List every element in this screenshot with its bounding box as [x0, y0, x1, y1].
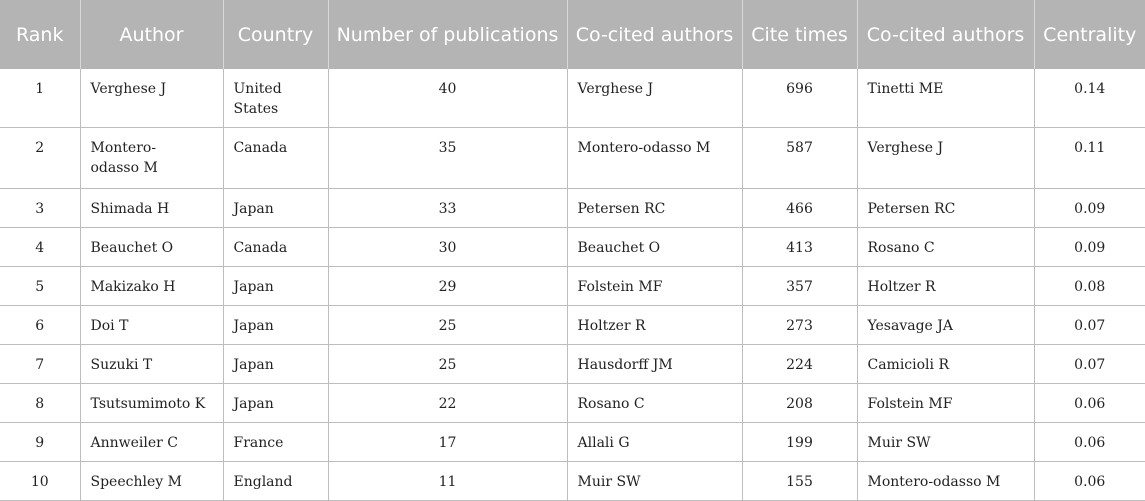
cell-country: Japan: [223, 345, 328, 384]
table-row: [0, 189, 1145, 228]
cell-author: Suzuki T: [80, 345, 223, 384]
cell-publications: 35: [328, 128, 567, 189]
table-row: [0, 423, 1145, 462]
cell-cocited-a: Holtzer R: [567, 306, 742, 345]
cell-author: Verghese J: [80, 69, 223, 128]
cell-cocited-b: Montero-odasso M: [857, 462, 1034, 501]
cell-publications: 29: [328, 267, 567, 306]
cell-rank: 2: [0, 128, 80, 189]
cell-centrality: 0.14: [1034, 69, 1145, 128]
cell-cite-times: 466: [742, 189, 857, 228]
cell-centrality: 0.07: [1034, 345, 1145, 384]
cell-country: Canada: [223, 128, 328, 189]
cell-publications: 40: [328, 69, 567, 128]
cell-author: Annweiler C: [80, 423, 223, 462]
cell-cocited-a: Allali G: [567, 423, 742, 462]
cell-centrality: 0.09: [1034, 189, 1145, 228]
header-author: Author: [80, 0, 223, 69]
cell-cite-times: 155: [742, 462, 857, 501]
header-cocited-authors-a: Co-cited authors: [567, 0, 742, 69]
cell-centrality: 0.06: [1034, 462, 1145, 501]
cell-cocited-b: Verghese J: [857, 128, 1034, 189]
cell-country: Japan: [223, 384, 328, 423]
cell-centrality: 0.06: [1034, 423, 1145, 462]
cell-rank: 5: [0, 267, 80, 306]
cell-cocited-b: Tinetti ME: [857, 69, 1034, 128]
cell-rank: 8: [0, 384, 80, 423]
cell-rank: 3: [0, 189, 80, 228]
cell-rank: 4: [0, 228, 80, 267]
cell-cocited-b: Camicioli R: [857, 345, 1034, 384]
cell-cocited-a: Montero-odasso M: [567, 128, 742, 189]
cell-publications: 17: [328, 423, 567, 462]
cell-country: United States: [223, 69, 328, 128]
cell-cocited-b: Yesavage JA: [857, 306, 1034, 345]
cell-centrality: 0.07: [1034, 306, 1145, 345]
cell-rank: 9: [0, 423, 80, 462]
cell-cocited-a: Rosano C: [567, 384, 742, 423]
header-cocited-authors-b: Co-cited authors: [857, 0, 1034, 69]
cell-cocited-a: Verghese J: [567, 69, 742, 128]
cell-country: Japan: [223, 189, 328, 228]
cell-centrality: 0.08: [1034, 267, 1145, 306]
cell-cite-times: 357: [742, 267, 857, 306]
cell-cocited-b: Petersen RC: [857, 189, 1034, 228]
header-centrality: Centrality: [1034, 0, 1145, 69]
table-row: [0, 267, 1145, 306]
table-row: [0, 384, 1145, 423]
cell-cite-times: 199: [742, 423, 857, 462]
table-row: [0, 69, 1145, 128]
header-country: Country: [223, 0, 328, 69]
header-row: [0, 0, 1145, 69]
table-row: [0, 228, 1145, 267]
cell-country: England: [223, 462, 328, 501]
cell-rank: 6: [0, 306, 80, 345]
cell-publications: 33: [328, 189, 567, 228]
cell-country: France: [223, 423, 328, 462]
cell-cocited-b: Holtzer R: [857, 267, 1034, 306]
cell-publications: 25: [328, 306, 567, 345]
cell-cocited-a: Petersen RC: [567, 189, 742, 228]
cell-publications: 30: [328, 228, 567, 267]
cell-author: Speechley M: [80, 462, 223, 501]
cell-author: Makizako H: [80, 267, 223, 306]
cell-cite-times: 696: [742, 69, 857, 128]
cell-centrality: 0.06: [1034, 384, 1145, 423]
cell-rank: 1: [0, 69, 80, 128]
cell-cocited-a: Beauchet O: [567, 228, 742, 267]
header-publications: Number of publications: [328, 0, 567, 69]
cell-cocited-b: Muir SW: [857, 423, 1034, 462]
table-row: [0, 128, 1145, 189]
cell-cocited-b: Rosano C: [857, 228, 1034, 267]
cell-publications: 25: [328, 345, 567, 384]
cell-author: Shimada H: [80, 189, 223, 228]
cell-cocited-a: Folstein MF: [567, 267, 742, 306]
cell-country: Japan: [223, 267, 328, 306]
cell-publications: 11: [328, 462, 567, 501]
cell-cite-times: 208: [742, 384, 857, 423]
header-rank: Rank: [0, 0, 80, 69]
cell-publications: 22: [328, 384, 567, 423]
table-row: [0, 462, 1145, 501]
table-row: [0, 345, 1145, 384]
cell-country: Canada: [223, 228, 328, 267]
cell-author: Montero-odasso M: [80, 128, 223, 189]
cell-cocited-b: Folstein MF: [857, 384, 1034, 423]
cell-rank: 7: [0, 345, 80, 384]
header-cite-times: Cite times: [742, 0, 857, 69]
cell-cite-times: 587: [742, 128, 857, 189]
cell-author: Beauchet O: [80, 228, 223, 267]
cell-cite-times: 413: [742, 228, 857, 267]
cell-centrality: 0.09: [1034, 228, 1145, 267]
cell-country: Japan: [223, 306, 328, 345]
cell-cite-times: 273: [742, 306, 857, 345]
cell-author: Tsutsumimoto K: [80, 384, 223, 423]
cell-cocited-a: Muir SW: [567, 462, 742, 501]
cell-centrality: 0.11: [1034, 128, 1145, 189]
cell-rank: 10: [0, 462, 80, 501]
cell-cite-times: 224: [742, 345, 857, 384]
cell-cocited-a: Hausdorff JM: [567, 345, 742, 384]
table-row: [0, 306, 1145, 345]
cell-author: Doi T: [80, 306, 223, 345]
